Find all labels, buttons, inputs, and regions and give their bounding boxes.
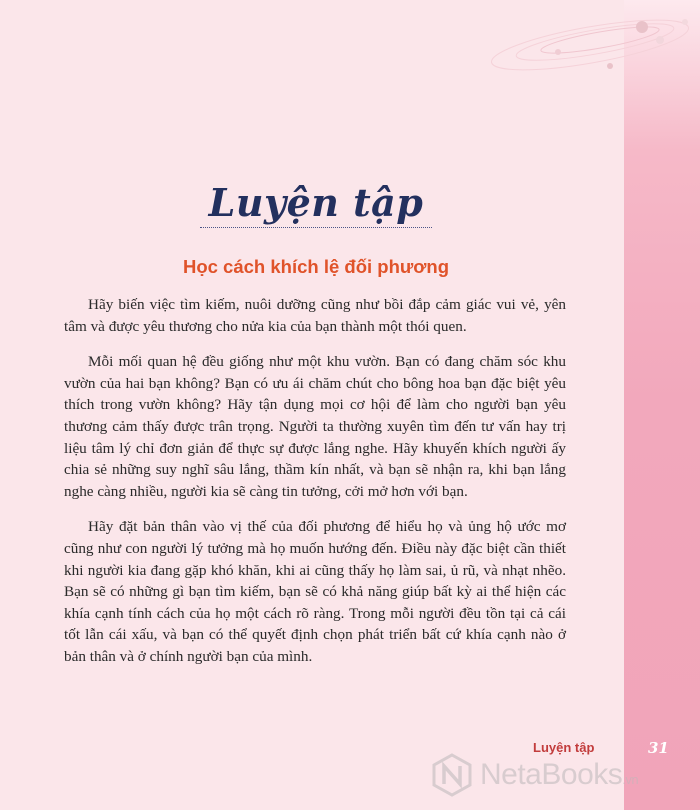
body-text	[64, 294, 566, 682]
watermark-suffix: .vn	[622, 772, 639, 787]
watermark-brand: NetaBooks	[480, 758, 623, 791]
page-title: Luyện tập	[208, 180, 424, 225]
paragraph-1: Hãy biến việc tìm kiếm, nuôi dưỡng cũng như bồi đắp cảm giác vui vẻ, yên tâm và được yêu thương cho nửa kia của bạn thành một thói quen.	[64, 296, 566, 335]
paragraph-3: Hãy đặt bản thân vào vị thế của đối phương để hiểu họ và ủng hộ ước mơ cũng như con người lý tưởng mà họ muốn hướng đến. Điều này đặc biệt cần thiết khi người kia đang gặp khó khăn, khi ai cũng thấy họ làm sai, ủ rũ, và nhạt nhẽo. Bạn sẽ có những gì bạn tìm kiếm, bạn sẽ có khả năng giúp bất kỳ ai thể hiện các khía cạnh tính cách của họ một cách rõ ràng. Trong mỗi người đều tồn tại cả cái tốt lẫn cái xấu, và bạn có thể quyết định chọn phát triển bất cứ khía cạnh nào ở bản thân và ở chính người bạn của mình.	[64, 518, 566, 665]
planet-orbits-icon	[480, 0, 700, 110]
section-heading: Học cách khích lệ đối phương	[182, 256, 450, 277]
netabooks-logo-icon	[430, 753, 474, 797]
page-sidebar	[624, 0, 700, 810]
page-number: 31	[648, 739, 669, 757]
watermark	[430, 750, 700, 800]
footer-section-label: Luyện tập	[533, 740, 595, 755]
title-divider	[200, 227, 432, 228]
watermark-text	[480, 758, 638, 792]
paragraph-2: Mỗi mối quan hệ đều giống như một khu vườn. Bạn có đang chăm sóc khu vườn của hai bạn không? Bạn có ưu ái chăm chút cho bông hoa bạn đặc biệt yêu thích trong vườn không? Hãy tận dụng mọi cơ hội để làm cho người bạn yêu thương cảm thấy được trân trọng. Người ta thường xuyên tìm đến tư vấn hay trị liệu tâm lý chỉ đơn giản để thực sự được lắng nghe. Hãy khuyến khích người ấy chia sẻ những suy nghĩ sâu lắng, thầm kín nhất, và bạn sẽ nhận ra, khi bạn lắng nghe càng nhiều, người kia sẽ càng tin tưởng, cởi mở hơn với bạn.	[64, 353, 566, 500]
